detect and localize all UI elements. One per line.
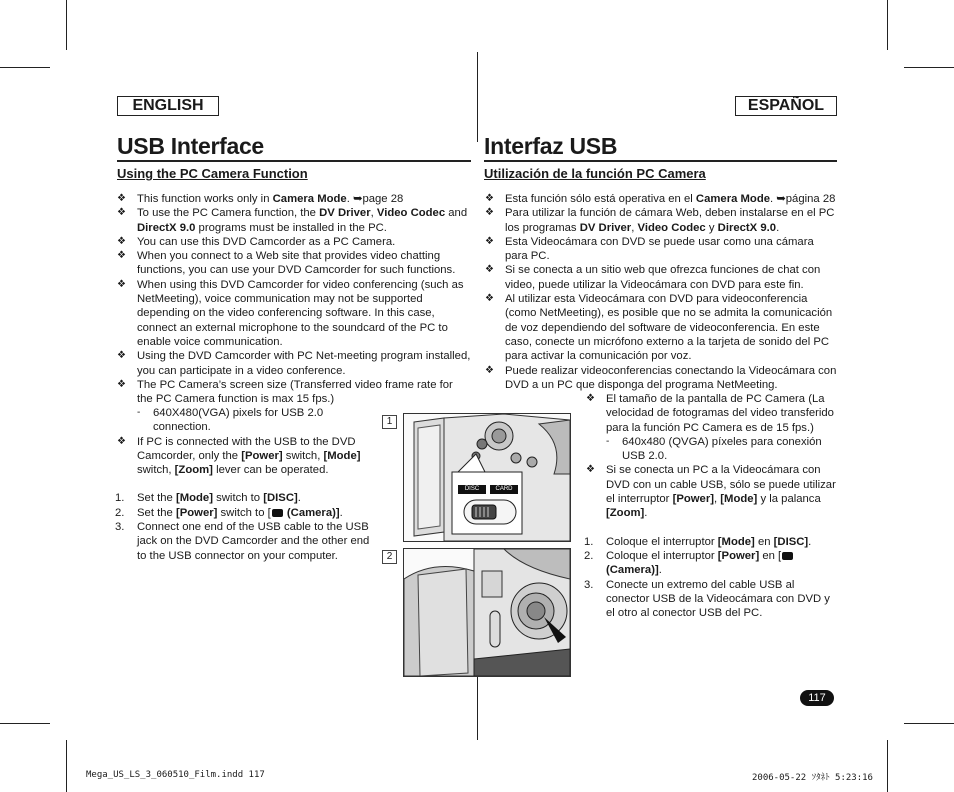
list-item: ❖ Puede realizar videoconferencias conectando la Videocámara con DVD a un PC que disponga del programa NetMeeting. [485,364,837,391]
card-label: CARD [495,486,513,492]
language-label-english: ENGLISH [117,96,219,116]
title-rule [484,160,837,162]
crop-mark [66,0,67,50]
list-item: ❖ Si se conecta a un sitio web que ofrezca funciones de chat con video, puede utilizar la Videocámara con DVD para este fin. [485,264,821,291]
crop-mark [0,723,50,724]
bullet-list-english [115,192,471,406]
crop-mark [904,723,954,724]
camera-icon [782,552,793,560]
bullet-list-spanish [483,192,839,392]
list-item: ❖ Si se conecta un PC a la Videocámara con DVD con un cable USB, sólo se puede utilizar el interruptor [Power], [Mode] y la palanca [Zoom]. [586,464,836,520]
language-label-spanish: ESPAÑOL [735,96,837,116]
list-item: ❖ Al utilizar esta Videocámara con DVD para videoconferencia (como NetMeeting), es posible que no se admita la comunicación de voz dependiendo del software de videoconferencia. En este caso, conecte un micrófono externo a la tarjeta de sonido del PC para activar la comunicación por voz. [485,293,833,363]
list-item: ❖ Para utilizar la función de cámara Web, deben instalarse en el PC los programas DV Driver, Video Codec y DirectX 9.0. [485,207,835,234]
step-item: 2. Set the [Power] switch to [ (Camera)]. [115,506,343,519]
list-item: ❖ Esta Videocámara con DVD se puede usar como una cámara para PC. [485,235,814,263]
footer-filename: Mega_US_LS_3_060510_Film.indd 117 [86,770,265,780]
figure-camcorder-mode-switch [403,413,571,542]
step-item: 2. Coloque el interruptor [Power] en [ (Camera)]. [584,549,840,578]
center-fold-mark [477,52,478,142]
step-item: 1. Coloque el interruptor [Mode] en [DISC]. [584,535,812,548]
figure-camcorder-power-switch [403,548,571,677]
camera-icon [272,509,283,517]
crop-mark [904,67,954,68]
list-item: ❖ El tamaño de la pantalla de PC Camera (La velocidad de fotogramas del video transferido para la función PC Camera es de 15 fps.) [586,393,834,434]
title-rule [117,160,471,162]
page-title-spanish: Interfaz USB [484,133,618,159]
camcorder-side-illustration [404,549,570,676]
step-item: 1. Set the [Mode] switch to [DISC]. [115,492,301,505]
footer-timestamp: 2006-05-22 ｿﾀﾈﾄ 5:23:16 [752,773,873,783]
figure-callout-2: 2 [382,550,397,564]
crop-mark [887,0,888,50]
list-item: ❖ You can use this DVD Camcorder as a PC Camera. [117,235,396,248]
list-item: ❖ This function works only in Camera Mode. ➥page 28 [117,193,404,205]
section-heading-english: Using the PC Camera Function [117,166,308,181]
list-item: ❖ To use the PC Camera function, the DV Driver, Video Codec and DirectX 9.0 programs must be installed in the PC. [117,207,468,234]
section-heading-spanish: Utilización de la función PC Camera [484,166,706,181]
bullet-list-spanish-narrow [584,392,840,620]
list-item: ❖ When using this DVD Camcorder for video conferencing (such as NetMeeting), voice communication may not be supported depending on the video conferencing software. In this case, connect an external microphone to the soundcard of the PC to enable voice communication. [117,278,464,348]
crop-mark [66,740,67,792]
disc-label: DISC [464,486,480,492]
step-item: 3. Connect one end of the USB cable to the USB jack on the DVD Camcorder and the other end to the USB connector on your computer. [115,521,370,562]
crop-mark [887,740,888,792]
page-title-english: USB Interface [117,133,264,159]
list-item: - 640X480(VGA) pixels for USB 2.0 connection. [137,407,324,434]
list-item: - 640x480 (QVGA) píxeles para conexión USB 2.0. [606,435,822,463]
list-item: ❖ Using the DVD Camcorder with PC Net-meeting program installed, you can participate in a video conference. [117,350,471,377]
list-item: ❖ When you connect to a Web site that provides video chatting functions, you can use your DVD Camcorder for such functions. [117,250,456,277]
list-item: ❖ If PC is connected with the USB to the DVD Camcorder, only the [Power] switch, [Mode] switch, [Zoom] lever can be operated. [117,435,361,477]
crop-mark [0,67,50,68]
bullet-list-english-narrow [115,406,373,563]
list-item: ❖ Esta función sólo está operativa en el Camera Mode. ➥página 28 [485,193,836,205]
figure-callout-1: 1 [382,415,397,429]
camcorder-top-illustration [404,414,570,541]
step-item: 3. Conecte un extremo del cable USB al conector USB de la Videocámara con DVD y el otro al conector USB del PC. [584,578,830,620]
list-item: ❖ The PC Camera’s screen size (Transferred video frame rate for the PC Camera function is max 15 fps.) [117,378,453,406]
page-number: 117 [800,690,834,706]
